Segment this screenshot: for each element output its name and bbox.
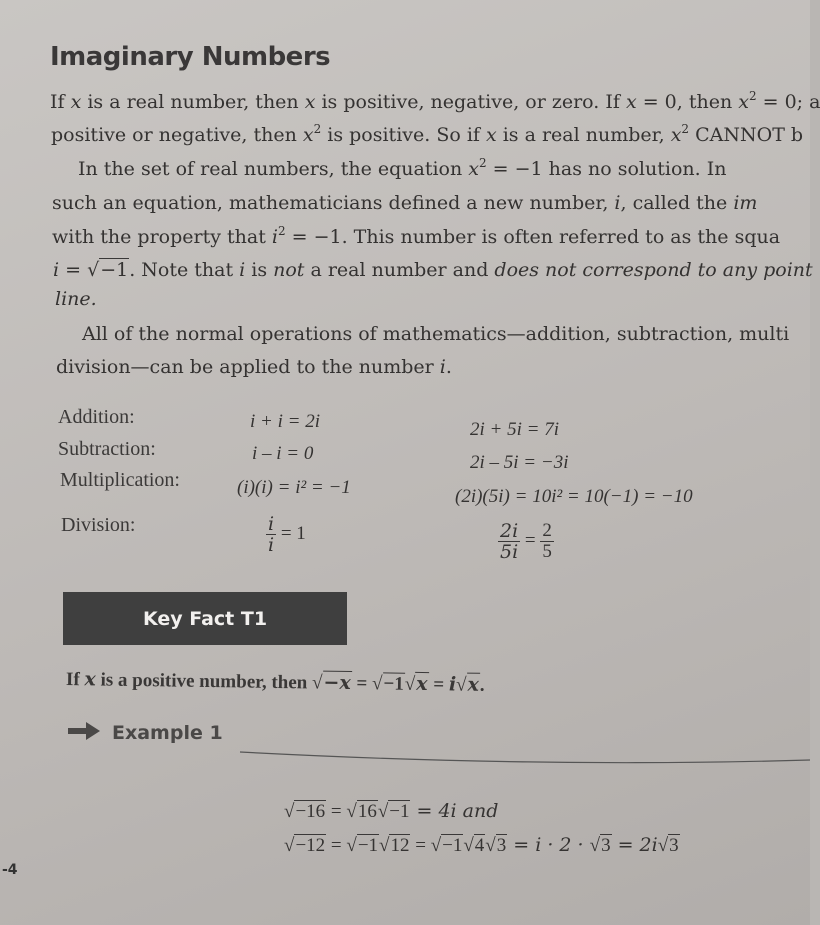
addition-example-1: i + i = 2i bbox=[250, 411, 320, 432]
subtraction-example-1: i – i = 0 bbox=[252, 443, 314, 464]
subtraction-label: Subtraction: bbox=[58, 438, 156, 460]
division-example-1: $\frac{i}{i}$ = 1 bbox=[268, 513, 306, 556]
key-fact-banner: Key Fact T1 bbox=[63, 592, 347, 645]
subtraction-example-2: 2i – 5i = −3i bbox=[470, 452, 569, 473]
page-number: -4 bbox=[2, 862, 18, 878]
paragraph-2-line-3: with the property that $i^2 = -1$. This number is often referred to as the squa bbox=[52, 224, 781, 248]
paragraph-2-line-4: i = √−1. Note that i is not a real number and does not correspond to any point bbox=[53, 259, 813, 281]
paragraph-2-line-5: line. bbox=[55, 288, 97, 310]
paragraph-3-line-1: All of the normal operations of mathematics—addition, subtraction, multi bbox=[82, 323, 790, 345]
paragraph-1-line-2: positive or negative, then $x^2$ is positive. So if x is a real number, $x^2$ CANNOT b bbox=[51, 122, 804, 146]
division-example-2: $\frac{2i}{5i}$ = $\frac{2}{5}$ bbox=[500, 520, 552, 563]
example-line-1: √−16 = √16√−1 = 4i and bbox=[284, 800, 499, 822]
paragraph-3-line-2: division—can be applied to the number i. bbox=[56, 356, 452, 378]
addition-example-2: 2i + 5i = 7i bbox=[470, 419, 559, 440]
multiplication-label: Multiplication: bbox=[60, 469, 180, 491]
page-title: Imaginary Numbers bbox=[50, 42, 331, 72]
example-line-2: √−12 = √−1√12 = √−1√4√3 = i · 2 · √3 = 2i√3 bbox=[284, 834, 679, 856]
addition-label: Addition: bbox=[58, 406, 135, 428]
example-arrow-icon bbox=[66, 720, 102, 746]
paragraph-2-line-2: such an equation, mathematicians defined a new number, i, called the im bbox=[52, 192, 758, 214]
paragraph-1-line-1: If x is a real number, then x is positive, negative, or zero. If x = 0, then $x^2 = 0$; a bbox=[50, 89, 820, 113]
division-label: Division: bbox=[61, 514, 136, 536]
example-heading: Example 1 bbox=[112, 722, 223, 744]
example-rule bbox=[240, 740, 810, 780]
multiplication-example-1: (i)(i) = i² = −1 bbox=[237, 477, 351, 498]
paragraph-2-line-1: In the set of real numbers, the equation $x^2 = -1$ has no solution. In bbox=[78, 156, 727, 180]
multiplication-example-2: (2i)(5i) = 10i² = 10(−1) = −10 bbox=[455, 486, 693, 507]
key-fact-statement: If x is a positive number, then √−x = √−1√x = i√x. bbox=[65, 668, 485, 696]
